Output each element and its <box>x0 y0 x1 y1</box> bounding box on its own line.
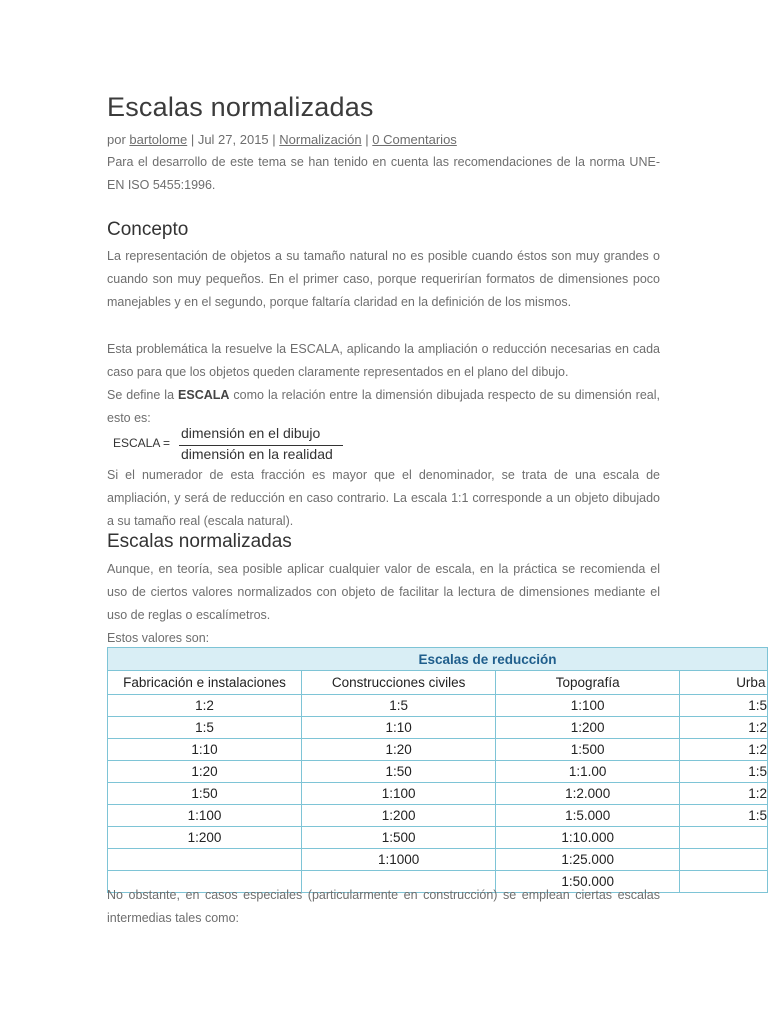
author-link[interactable]: bartolome <box>129 132 188 147</box>
table-row <box>108 849 768 871</box>
table-cell: 1:5.000 <box>496 805 680 827</box>
table-cell: 1:2 <box>108 695 302 717</box>
intro-paragraph: Para el desarrollo de este tema se han tenido en cuenta las recomendaciones de la norma UNE-EN ISO 5455:1996. <box>107 155 660 193</box>
meta-separator: | <box>268 132 280 147</box>
table-cell: 1:5 <box>680 805 768 827</box>
table-cell <box>680 849 768 871</box>
meta-separator: | <box>187 132 198 147</box>
table-cell: 1:5 <box>108 717 302 739</box>
table-cell <box>680 827 768 849</box>
table-cell: 1:2 <box>680 783 768 805</box>
table-caption: Escalas de reducción <box>108 648 768 671</box>
concepto-paragraph-4: Si el numerador de esta fracción es mayor que el denominador, se trata de una escala de ampliación, y será de reducción en caso contrario. La escala 1:1 corresponde a un objeto dibujado a su tamaño real (escala natural). <box>107 468 660 529</box>
table-cell: 1:1000 <box>302 849 496 871</box>
table-cell: 1:1.00 <box>496 761 680 783</box>
table-cell: 1:20 <box>302 739 496 761</box>
table-row <box>108 761 768 783</box>
definition-keyword: ESCALA <box>178 388 230 402</box>
definition-text-pre: Se define la <box>107 388 179 402</box>
normalizadas-paragraph-3: No obstante, en casos especiales (particularmente en construcción) se emplean ciertas escalas intermedias tales como: <box>107 888 660 926</box>
section-heading-concepto: Concepto <box>107 219 189 240</box>
table-cell: 1:500 <box>496 739 680 761</box>
formula-denominator: dimensión en la realidad <box>181 446 333 462</box>
table-cell: 1:50 <box>302 761 496 783</box>
table-cell: 1:10.000 <box>496 827 680 849</box>
table-header-row <box>108 671 768 695</box>
post-date: Jul 27, 2015 <box>197 132 269 147</box>
section-heading-normalizadas: Escalas normalizadas <box>107 531 292 552</box>
table-cell: 1:10 <box>302 717 496 739</box>
table-cell: 1:500 <box>302 827 496 849</box>
post-meta <box>107 132 457 147</box>
table-cell: 1:50.000 <box>496 871 680 893</box>
formula-lhs: ESCALA = <box>113 436 171 450</box>
category-link[interactable]: Normalización <box>279 132 362 147</box>
table-cell <box>108 849 302 871</box>
table-cell: 1:100 <box>496 695 680 717</box>
scale-formula <box>113 424 353 464</box>
table-cell <box>680 871 768 893</box>
table-cell: 1:2.000 <box>496 783 680 805</box>
table-cell: 1:5 <box>680 695 768 717</box>
table-row <box>108 695 768 717</box>
definition-text-post: como la relación entre la dimensión dibujada respecto de su dimensión real, esto es: <box>107 388 660 426</box>
table-cell: 1:5 <box>302 695 496 717</box>
table-cell: 1:100 <box>302 783 496 805</box>
table-cell: 1:100 <box>108 805 302 827</box>
table-cell: 1:50 <box>108 783 302 805</box>
table-cell: 1:20 <box>108 761 302 783</box>
formula-numerator: dimensión en el dibujo <box>181 425 321 441</box>
table-cell: 1:5 <box>680 761 768 783</box>
comments-link[interactable]: 0 Comentarios <box>372 132 457 147</box>
page-title: Escalas normalizadas <box>107 92 374 122</box>
table-header-cell: Fabricación e instalaciones <box>108 671 302 695</box>
table-header-cell: Urba <box>680 671 768 695</box>
meta-prefix: por <box>107 132 130 147</box>
table-caption-row <box>108 648 768 671</box>
table-header-cell: Construcciones civiles <box>302 671 496 695</box>
table-cell: 1:200 <box>302 805 496 827</box>
table-row <box>108 739 768 761</box>
normalizadas-paragraph-2: Estos valores son: <box>107 631 210 645</box>
table-cell: 1:200 <box>108 827 302 849</box>
table-row <box>108 827 768 849</box>
concepto-paragraph-1: La representación de objetos a su tamaño natural no es posible cuando éstos son muy grandes o cuando son muy pequeños. En el primer caso, porque requerirían formatos de dimensiones poco manejables y en el segundo, porque faltaría claridad en la definición de los mismos. <box>107 249 660 310</box>
table-row <box>108 783 768 805</box>
concepto-paragraph-2: Esta problemática la resuelve la ESCALA, aplicando la ampliación o reducción necesarias en cada caso para que los objetos queden claramente representados en el plano del dibujo. <box>107 342 660 380</box>
table-row <box>108 805 768 827</box>
meta-separator: | <box>361 132 373 147</box>
table-cell: 1:10 <box>108 739 302 761</box>
scales-table <box>107 647 768 893</box>
normalizadas-paragraph-1: Aunque, en teoría, sea posible aplicar cualquier valor de escala, en la práctica se recomienda el uso de ciertos valores normalizados con objeto de facilitar la lectura de dimensiones mediante el uso de reglas o escalímetros. <box>107 562 660 623</box>
table-cell: 1:200 <box>496 717 680 739</box>
table-header-cell: Topografía <box>496 671 680 695</box>
table-cell: 1:2 <box>680 717 768 739</box>
table-cell: 1:2 <box>680 739 768 761</box>
table-row <box>108 717 768 739</box>
table-cell: 1:25.000 <box>496 849 680 871</box>
